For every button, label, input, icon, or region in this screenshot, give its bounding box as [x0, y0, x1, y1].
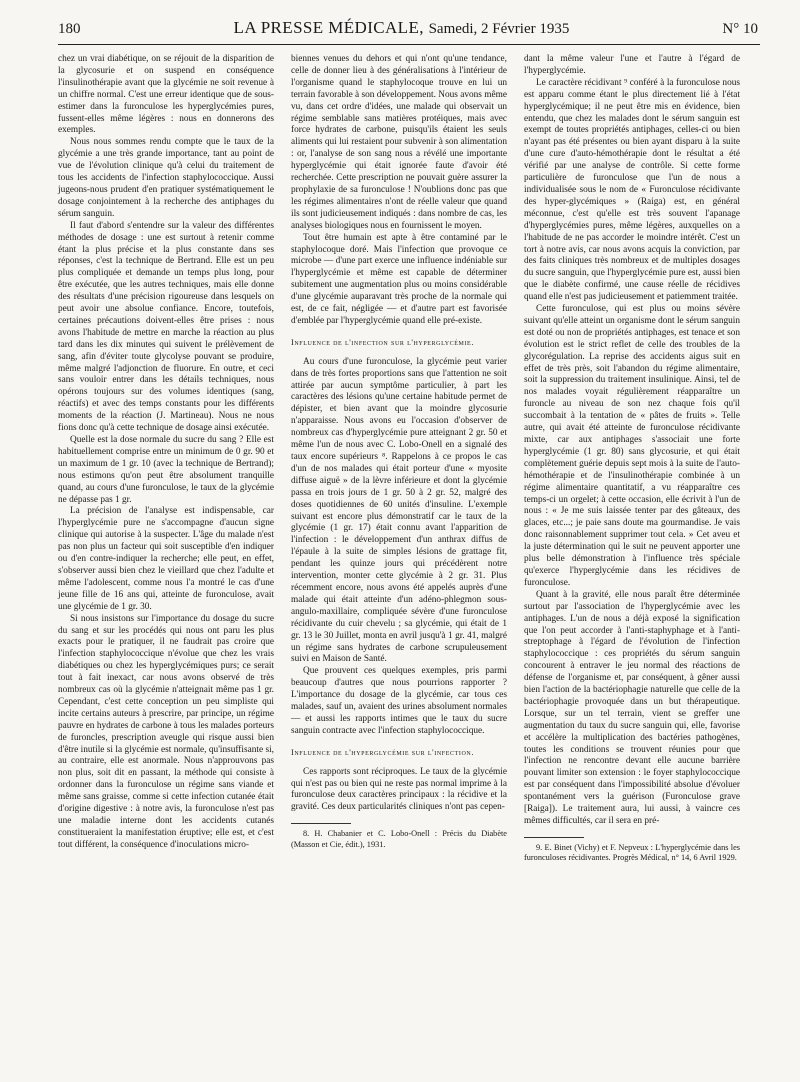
section-heading: Influence de l'hyperglycémie sur l'infection.	[291, 747, 474, 757]
column-2	[291, 54, 507, 850]
journal-name: LA PRESSE MÉDICALE,	[233, 18, 424, 37]
paragraph: Quelle est la dose normale du sucre du sang ? Elle est habituellement comprise entre un minimum de 0 gr. 90 et un maximum de 1 gr. 10 (avec la technique de Bertrand); nous estimons qu'on peut être absolument tranquille quand, au cours d'une furonculose, le taux de la glycémie ne dépasse pas 1 gr.	[58, 435, 274, 505]
issue-date: Samedi, 2 Février 1935	[428, 21, 570, 37]
page-number: 180	[58, 21, 81, 37]
paragraph: Quant à la gravité, elle nous paraît être déterminée surtout par l'association de l'hyperglycémie avec les antiphages. L'un de nous a déjà exposé la signification que l'on peut accorder à l'anti-staphyphage et à l'anti-streptophage à l'égard de l'évolution de l'infection staphylococcique : ces propriétés du sérum sanguin concourent à entraver le jeu normal des réactions de défense de l'organisme et, par conséquent, à gêner aussi bien l'action de la bactériophagie naturelle que celle de la bactériophagie provoquée dans un but thérapeutique. Lorsque, sur un tel terrain, vient se greffer une augmentation du taux du sucre sanguin qui, elle, favorise et accélère la multiplication des bactéries pathogènes, toutes les conditions se trouvent réunies pour que l'infection ne rencontre devant elle aucune barrière pouvant limiter son extension : le foyer staphylococcique est par conséquent dans l'impossibilité absolue d'évoluer spontanément vers la guérison (Furonculose grave [Raiga]). Le traitement aura, lui aussi, à vaincre ces mêmes difficultés, car il sera en pré-	[524, 589, 740, 826]
paragraph: chez un vrai diabétique, on se réjouit de la disparition de la glycosurie et on suspend en conséquence l'insulinothérapie avant que la glycémie ne soit revenue à un chiffre normal. C'est une erreur identique que de sous-estimer dans la furonculose les hyperglycémies pures, fussent-elles même légères : nous en donnerons des exemples.	[58, 54, 274, 136]
journal-title	[234, 18, 570, 38]
column-1	[58, 54, 274, 852]
paragraph: Il faut d'abord s'entendre sur la valeur des différentes méthodes de dosage : une est surtout à retenir comme étant la plus précise et la plus constante dans ses réponses, c'est la technique de Bertrand. Elle est un peu plus compliquée et demande un temps plus long, pour être exécutée, que les autres techniques, mais elle donne des résultats d'une précision rigoureuse dans lesquels on peut avoir une absolue confiance. Encore, toutefois, certaines précautions doivent-elles être prises : nous avons l'habitude de mettre en marche la réaction au plus tard dans les dix minutes qui suivent le prélèvement de sang, afin d'éviter toute glycolyse pouvant se produire, même malgré l'adjonction de fluorure. En outre, et ceci sans vouloir entrer dans les détails techniques, nous opérons toujours sur des volumes identiques (sang, réactifs) et avec des temps constants pour les différents moments de la réaction (J. Martineau). Nous ne nous fions donc qu'à cette technique de dosage ainsi exécutée.	[58, 220, 274, 434]
paragraph: Le caractère récidivant ⁹ conféré à la furonculose nous est apparu comme étant le plus directement lié à l'état hyperglycémique; il ne peut être mis en évidence, bien entendu, que chez les malades dont le sérum sanguin est exempt de toutes propriétés antiphages, celles-ci ou bien n'ayant pas été présentes ou bien ayant disparu à la suite d'une cure d'auto-hémothérapie dont le résultat a été vérifié par une analyse de contrôle. Si cette forme particulière de furonculose que l'un de nous a individualisée sous le nom de « Furonculose récidivante des hyper-glycémiques » (Raiga) est, en général méconnue, c'est qu'elle est très souvent l'apanage d'hyperglycémies pures, même légères, auxquelles on a l'habitude de ne pas accorder le moindre intérêt. C'est un tort à notre avis, car nous avons acquis la conviction, par des faits cliniques très nombreux et de multiples dosages du sucre sanguin, que l'hyperglycémie pure est, aussi bien que le diabète confirmé, une cause réelle de récidives quand elle n'est pas judicieusement et patiemment traitée.	[524, 77, 740, 303]
paragraph: dant la même valeur l'une et l'autre à l'égard de l'hyperglycémie.	[524, 54, 740, 76]
paragraph: Cette furonculose, qui est plus ou moins sévère suivant qu'elle atteint un organisme dont le sérum sanguin est doté ou non de propriétés antiphages, est tenace et son évolution est le strict reflet de celle des troubles de la glycorégulation. La reprise des accidents aigus suit en effet de très près, soit l'abandon du régime alimentaire, soit la suppression du traitement insulinique. Ainsi, tel de nos malades voyait régulièrement réapparaître un furoncle au niveau de son nez chaque fois qu'il succombait à la tentation de « pâtes de fruits ». Telle autre, qui avait été atteinte de furonculose récidivante mixte, car aux antiphages s'associait une forte hyperglycémie (1 gr. 80) sans glycosurie, et qui était complètement guérie depuis sept mois à la suite de l'auto-hémothérapie et de l'insulinothérapie combinée à un régime alimentaire quantitatif, a vu réapparaître ces temps-ci un orgelet; à cette occasion, elle écrivit à l'un de nous : « Je me suis laissée tenter par des gâteaux, des glaces, etc...; je paie sans doute ma gourmandise. Je vais donc raisonnablement supprimer tout cela. » Cet aveu et la juste détermination qui le suit ne peuvent apporter une plus belle démonstration à l'influence très spéciale qu'exerce l'hyperglycémie dans les récidives de furonculose.	[524, 304, 740, 588]
column-3	[524, 54, 740, 864]
paragraph: Au cours d'une furonculose, la glycémie peut varier dans de très fortes proportions sans que l'attention ne soit attirée par aucun symptôme particulier, à part les caractères des lésions qu'une certaine habitude permet de dépister, et bien avant que la moindre glycosurie n'apparaisse. Nous avons eu l'occasion d'observer de nombreux cas d'hyperglycémie pure atteignant 2 gr. 50 et même l'un de nous avec C. Lobo-Onell en a signalé des taux encore supérieurs ⁸. Rappelons à ce propos le cas d'un de nos malades qui était porteur d'une « myosite diffuse aiguë » de la lèvre inférieure et dont la glycémie passa en trois jours de 1 gr. 50 à 2 gr. 52, malgré des doses quotidiennes de 60 unités d'insuline. L'exemple suivant est encore plus démonstratif car le taux de la glycémie (1 gr. 17) était connu avant l'apparition de l'infection : le développement d'un anthrax diffus de l'épaule à la suite de simples lésions de grattage fit, pendant les quinze jours qui précédèrent notre intervention, monter cette glycémie à 2 gr. 31. Plus récemment encore, nous avons été appelés auprès d'une malade qui était atteinte d'un adéno-phlegmon sous-angulo-maxillaire, compliquée sévère d'une furonculose récidivante du cuir chevelu ; sa glycémie, qui était de 1 gr. 13 le 30 Juillet, monta en avril jusqu'à 1 gr. 41, malgré un régime sans hydrates de carbone scrupuleusement suivi en Maison de Santé.	[291, 356, 507, 665]
paragraph: La précision de l'analyse est indispensable, car l'hyperglycémie pure ne s'accompagne d'aucun signe clinique qui autorise à la suspecter. L'âge du malade n'est pas non plus un facteur qui soit susceptible d'en indiquer ou d'en contre-indiquer la recherche; elle peut, en effet, s'observer aussi bien chez le vieillard que chez l'adulte et même l'adolescent, comme nous l'a montré le cas d'une jeune fille de 16 ans qui, atteinte de furonculose, avait une glycémie de 1 gr. 30.	[58, 506, 274, 612]
paragraph: Nous nous sommes rendu compte que le taux de la glycémie a une très grande importance, tant au point de vue de l'évolution clinique qu'à celui du traitement de tous les accidents de l'infection staphylococcique. Aussi jugeons-nous prudent d'en pratiquer systématiquement le dosage conjointement à la recherche des antiphages du sérum sanguin.	[58, 137, 274, 219]
paragraph: biennes venues du dehors et qui n'ont qu'une tendance, celle de donner lieu à des généralisations à l'intérieur de l'organisme quand le staphylocoque trouve en lui un terrain favorable à son développement. Nous avons même vu, dans cet ordre d'idées, une malade qui observait un régime semblable sans matières protéiques, mais avec force hydrates de carbone, puisqu'ils étaient les seuls aliments qui lui restaient pour subvenir à son alimentation : or, l'analyse de son sang nous a révélé une importante hyperglycémie qui était ignorée faute d'avoir été recherchée. Cette prescription ne pouvait guère assurer la prophylaxie de sa furonculose ! N'oublions donc pas que les régimes alimentaires n'ont de réelle valeur que quand ils sont judicieusement indiqués : dans nombre de cas, les analyses biologiques nous en fournissent le moyen.	[291, 54, 507, 231]
paragraph: Tout être humain est apte à être contaminé par le staphylocoque doré. Mais l'infection que provoque ce microbe — d'une part exerce une influence indéniable sur l'hyperglycémie et même est capable de déterminer subitement une augmentation plus ou moins considérable d'une glycémie auparavant très proche de la normale qui est, de ce fait, négligée — et d'autre part est favorisée d'emblée par l'hyperglycémie quand elle pré-existe.	[291, 232, 507, 326]
footnote: 9. E. Binet (Vichy) et F. Nepveux : L'hyperglycémie dans les furonculoses récidivantes. Progrès Médical, n° 14, 6 Avril 1929.	[524, 842, 740, 863]
page-header	[58, 18, 758, 44]
footnote-separator	[291, 823, 351, 824]
paragraph: Que prouvent ces quelques exemples, pris parmi beaucoup d'autres que nous pourrions rapporter ? L'importance du dosage de la glycémie, car tous ces malades, sauf un, avaient des urines absolument normales — et aussi les rapports intimes que le taux du sucre sanguin contracte avec l'infection staphylococcique.	[291, 666, 507, 736]
section-heading: Influence de l'infection sur l'hyperglycémie.	[291, 337, 474, 347]
paragraph: Si nous insistons sur l'importance du dosage du sucre du sang et sur les procédés qui nous ont paru les plus exacts pour le pratiquer, il ne faudrait pas croire que l'infection staphylococcique n'évolue que chez les vrais diabétiques ou chez les hyperglycémiques purs; ce serait tout à fait inexact, car nous avons observé de très nombreux cas où la glycémie n'atteignait même pas 1 gr. Cependant, c'est cette conception un peu simpliste qui incite certains auteurs à prescrire, par principe, un régime pauvre en hydrates de carbone à tous les malades porteurs de furoncles, prescription aveugle qui risque aussi bien d'être inutile si la glycémie est normale, qu'insuffisante si, au contraire, elle est anormale. Nous n'approuvons pas non plus, soit dit en passant, la méthode qui consiste à ordonner dans la furonculose un régime sans viande et même sans graisse, comme si cette infection cutanée était d'origine digestive : à notre avis, la furonculose n'est pas une maladie interne dont les accidents cutanés constitueraient la manifestation éruptive; elle est, et c'est tout différent, la conséquence d'inoculations micro-	[58, 613, 274, 850]
header-rule	[58, 44, 760, 45]
paragraph: Ces rapports sont réciproques. Le taux de la glycémie qui n'est pas ou bien qui ne reste pas normal imprime à la furonculose deux caractères principaux : la récidive et la gravité. Ces deux particularités cliniques n'ont pas cepen-	[291, 766, 507, 813]
footnote: 8. H. Chabanier et C. Lobo-Onell : Précis du Diabète (Masson et Cie, édit.), 1931.	[291, 829, 507, 849]
footnote-separator	[524, 837, 584, 838]
issue-number: N° 10	[722, 21, 758, 37]
